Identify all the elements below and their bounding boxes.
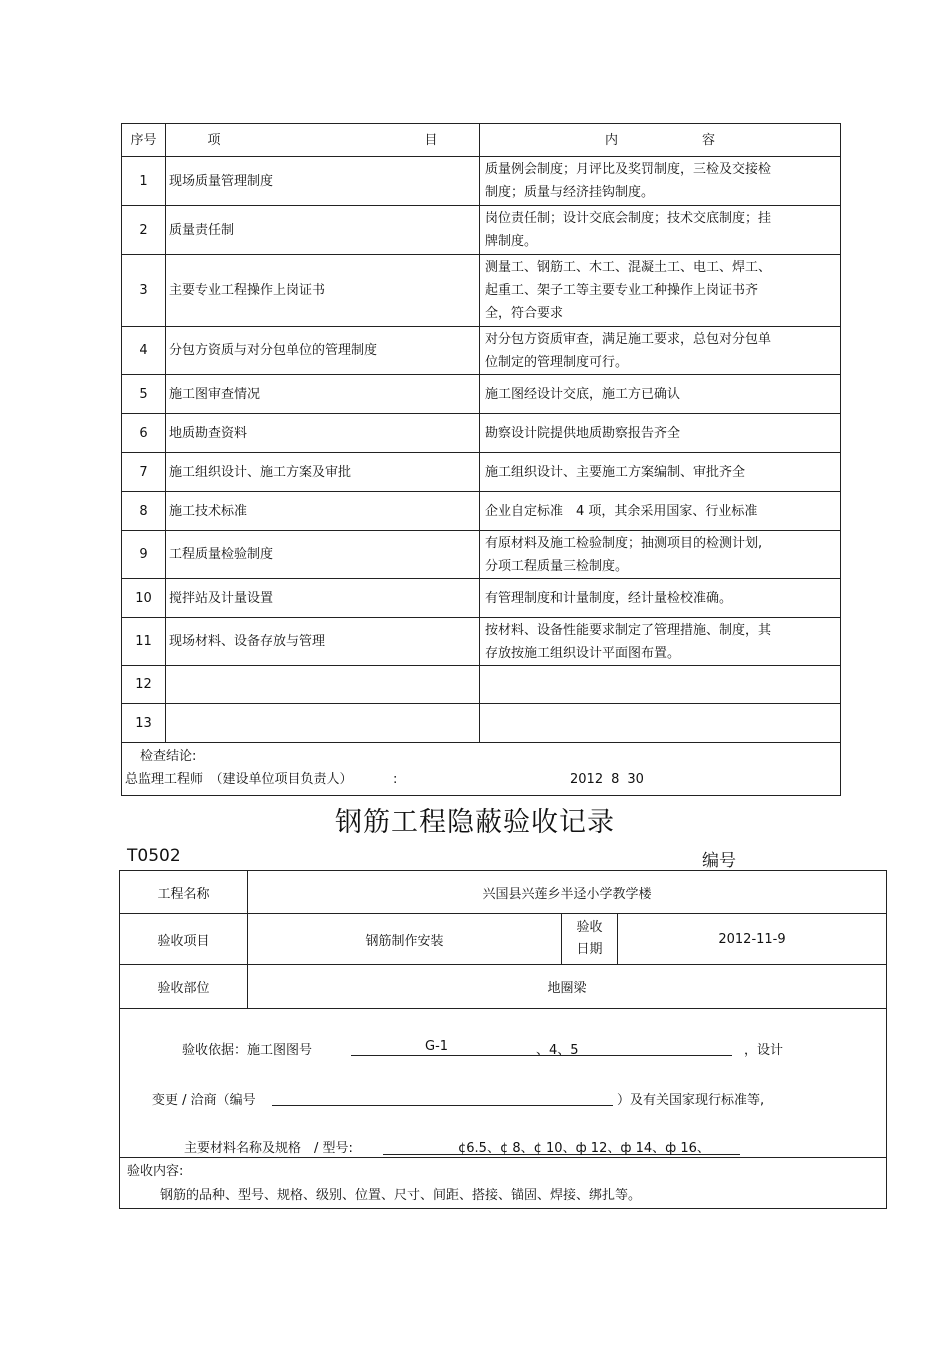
table-row [122,453,841,492]
row-content-line: 按材料、设备性能要求制定了管理措施、制度，其 [485,622,772,638]
content-text: 钢筋的品种、型号、规格、级别、位置、尺寸、间距、搭接、锚固、焊接、绑扎等。 [160,1188,642,1203]
basis-prefix: 验收依据：施工图图号 [182,1043,313,1058]
acceptance-date-label [562,914,618,965]
header-item-char: 目 [424,132,438,148]
row-number: 4 [122,327,166,375]
row-number: 2 [122,206,166,255]
table-row [122,255,841,327]
row-content-line: 勘察设计院提供地质勘察报告齐全 [485,425,681,441]
header-content-char: 内 [605,132,619,148]
acceptance-item-value: 钢筋制作安装 [248,914,562,965]
table-row [122,157,841,206]
date-day: 30 [627,772,644,787]
table-row [122,579,841,618]
table-row [122,618,841,666]
row-content-line: 牌制度。 [485,234,538,249]
acceptance-basis [120,1009,887,1158]
inspection-table [121,123,841,796]
table-header-row [122,124,841,157]
row-content [480,618,841,666]
table-row [122,492,841,531]
header-no: 序号 [122,124,166,157]
table-row [122,666,841,704]
row-content-line: 施工组织设计、主要施工方案编制、审批齐全 [485,464,746,480]
row-content [480,579,841,618]
row-content [480,531,841,579]
change-label: 变更 / 洽商（编号 [152,1093,256,1108]
row-content [480,157,841,206]
materials-value: ¢6.5、¢ 8、¢ 10、ф 12、ф 14、ф 16、 [458,1141,710,1156]
change-suffix: ）及有关国家现行标准等, [617,1093,765,1108]
row-item: 施工技术标准 [166,492,480,531]
row-item: 主要专业工程操作上岗证书 [166,255,480,327]
basis-suffix: ，设计 [744,1043,784,1058]
row-number: 7 [122,453,166,492]
row-item: 分包方资质与对分包单位的管理制度 [166,327,480,375]
row-content-line: 测量工、钢筋工、木工、混凝土工、电工、焊工、 [485,260,772,275]
row-number: 11 [122,618,166,666]
date-month: 8 [611,772,620,787]
signature-line [122,769,840,791]
row-number: 10 [122,579,166,618]
row-number: 8 [122,492,166,531]
row-content-line: 质量例会制度；月评比及奖罚制度，三检及交接检 [485,162,772,177]
row-content-line: 有原材料及施工检验制度；抽测项目的检测计划, [485,535,763,551]
project-name-label: 工程名称 [120,871,248,914]
acceptance-date-value: 2012-11-9 [618,914,887,965]
row-number: 6 [122,414,166,453]
header-item-char: 项 [207,132,221,148]
row-content-line: 岗位责任制；设计交底会制度；技术交底制度；挂 [485,211,772,226]
row-content [480,453,841,492]
conclusion-cell [122,743,841,796]
drawing-number-2: 、4、5 [536,1043,579,1058]
row-content-line: 企业自定标准 4 项，其余采用国家、行业标准 [485,503,758,519]
row-item: 现场材料、设备存放与管理 [166,618,480,666]
form-code: T0502 [127,846,181,866]
table-row [122,531,841,579]
signature-date [570,769,652,791]
row-content-line: 分项工程质量三检制度。 [485,558,629,574]
row-content [480,666,841,704]
table-row [122,327,841,375]
row-content-line: 存放按施工组织设计平面图布置。 [485,645,681,661]
row-number: 12 [122,666,166,704]
table-row [122,414,841,453]
row-item: 施工图审查情况 [166,375,480,414]
row-content [480,206,841,255]
materials-label: 主要材料名称及规格 / 型号: [184,1141,353,1156]
drawing-number-1: G-1 [425,1039,449,1054]
acceptance-record-table [119,870,887,1209]
number-label: 编号 [702,851,736,871]
row-content [480,414,841,453]
row-content [480,704,841,743]
row-item: 质量责任制 [166,206,480,255]
row-number: 5 [122,375,166,414]
row-item: 施工组织设计、施工方案及审批 [166,453,480,492]
row-content-line: 全，符合要求 [485,306,564,321]
table-row [122,704,841,743]
table-row [122,206,841,255]
acceptance-date-label-line: 验收 [576,920,603,935]
acceptance-date-label-line: 日期 [576,942,603,957]
content-label: 验收内容: [127,1164,184,1179]
signer-label: 总监理工程师 （建设单位项目负责人） [125,772,353,787]
record-title: 钢筋工程隐蔽验收记录 [335,807,615,838]
location-label: 验收部位 [120,965,248,1009]
signer-colon: : [393,772,398,787]
row-content-line: 有管理制度和计量制度，经计量检校准确。 [485,590,733,606]
project-name-value: 兴国县兴莲乡半迳小学教学楼 [248,871,887,914]
date-year: 2012 [570,772,604,787]
row-content-line: 施工图经设计交底，施工方已确认 [485,386,681,402]
change-number-underline [272,1089,613,1106]
row-content [480,492,841,531]
row-number: 3 [122,255,166,327]
row-content [480,375,841,414]
table-row [122,375,841,414]
row-item: 搅拌站及计量设置 [166,579,480,618]
acceptance-content [120,1158,887,1209]
row-number: 1 [122,157,166,206]
row-number: 13 [122,704,166,743]
header-content [480,124,841,157]
row-number: 9 [122,531,166,579]
row-content-line: 对分包方资质审查，满足施工要求，总包对分包单 [485,331,772,347]
row-item [166,666,480,704]
row-item: 工程质量检验制度 [166,531,480,579]
header-content-char: 容 [701,132,715,148]
location-value: 地圈梁 [248,965,887,1009]
row-item: 地质勘查资料 [166,414,480,453]
row-content [480,327,841,375]
row-content-line: 制度；质量与经济挂钩制度。 [485,185,655,200]
conclusion-row [122,743,841,796]
conclusion-label: 检查结论: [140,749,197,764]
row-content-line: 起重工、架子工等主要专业工种操作上岗证书齐 [485,283,759,298]
acceptance-item-label: 验收项目 [120,914,248,965]
row-content-line: 位制定的管理制度可行。 [485,354,629,370]
row-item [166,704,480,743]
header-item [166,124,480,157]
row-item: 现场质量管理制度 [166,157,480,206]
row-content [480,255,841,327]
